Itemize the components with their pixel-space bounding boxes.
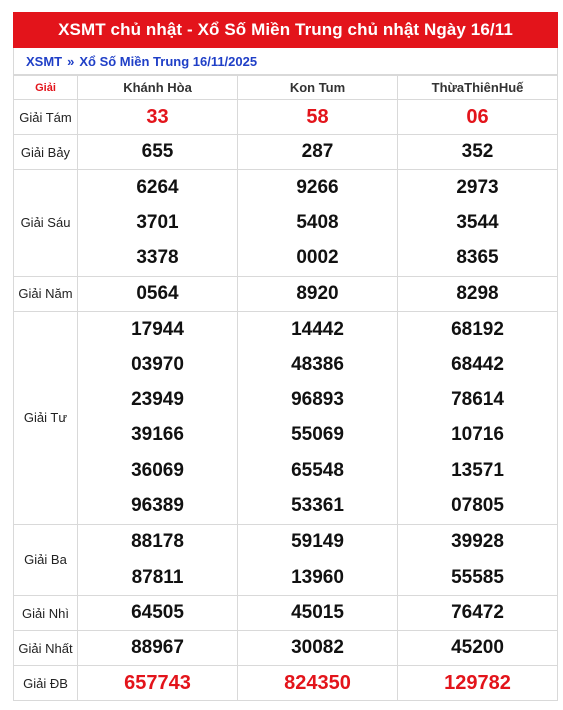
prize-number: 13571 (451, 459, 504, 481)
breadcrumb (13, 48, 558, 75)
prize-number: 3378 (136, 247, 179, 269)
province-header[interactable]: Kon Tum (238, 76, 398, 100)
prize-number: 96893 (291, 389, 344, 411)
prize-number: 0564 (78, 276, 238, 311)
prize-number-group (238, 170, 398, 277)
prize-label: Giải Nhất (14, 631, 78, 666)
prize-number-group (78, 524, 238, 596)
prize-label: Giải ĐB (14, 666, 78, 701)
prize-number: 33 (78, 100, 238, 135)
prize-number: 68192 (451, 318, 504, 340)
table-header-row (14, 76, 558, 100)
prize-label: Giải Sáu (14, 170, 78, 277)
page-title: XSMT chủ nhật - Xổ Số Miền Trung chủ nhật Ngày 16/11 (13, 12, 558, 48)
table-row (14, 135, 558, 170)
prize-number: 68442 (451, 353, 504, 375)
prize-number: 13960 (291, 566, 344, 588)
prize-number: 657743 (78, 666, 238, 701)
prize-number: 03970 (131, 353, 184, 375)
prize-number: 30082 (238, 631, 398, 666)
prize-number: 10716 (451, 424, 504, 446)
prize-number: 129782 (398, 666, 558, 701)
prize-number: 3544 (456, 211, 499, 233)
province-header[interactable]: Khánh Hòa (78, 76, 238, 100)
prize-number: 6264 (136, 176, 179, 198)
prize-number: 2973 (456, 176, 499, 198)
prize-number: 88178 (131, 531, 184, 553)
prize-number: 9266 (296, 176, 339, 198)
prize-number: 45200 (398, 631, 558, 666)
prize-number: 78614 (451, 389, 504, 411)
prize-number-group (238, 311, 398, 524)
prize-number: 36069 (131, 459, 184, 481)
table-row (14, 276, 558, 311)
prize-number: 352 (398, 135, 558, 170)
breadcrumb-separator: » (67, 53, 75, 69)
prize-number: 8365 (456, 247, 499, 269)
prize-number: 8920 (238, 276, 398, 311)
table-row (14, 631, 558, 666)
prize-column-header: Giải (14, 76, 78, 100)
prize-label: Giải Ba (14, 524, 78, 596)
prize-number: 48386 (291, 353, 344, 375)
prize-number-group (398, 524, 558, 596)
prize-number: 07805 (451, 495, 504, 517)
prize-number: 45015 (238, 596, 398, 631)
prize-number: 96389 (131, 495, 184, 517)
results-body (14, 100, 558, 701)
prize-number-group (78, 170, 238, 277)
prize-label: Giải Năm (14, 276, 78, 311)
table-row (14, 170, 558, 277)
prize-number: 06 (398, 100, 558, 135)
breadcrumb-current-link[interactable]: Xổ Số Miền Trung 16/11/2025 (79, 53, 258, 69)
prize-number: 287 (238, 135, 398, 170)
prize-number: 64505 (78, 596, 238, 631)
table-row (14, 596, 558, 631)
prize-number: 0002 (296, 247, 339, 269)
prize-number: 39166 (131, 424, 184, 446)
prize-number: 76472 (398, 596, 558, 631)
prize-number-group (78, 311, 238, 524)
prize-number: 87811 (131, 566, 184, 588)
prize-label: Giải Tám (14, 100, 78, 135)
prize-label: Giải Nhì (14, 596, 78, 631)
prize-number: 17944 (131, 318, 184, 340)
table-row (14, 100, 558, 135)
prize-label: Giải Tư (14, 311, 78, 524)
prize-number: 53361 (291, 495, 344, 517)
prize-number: 59149 (291, 531, 344, 553)
prize-number: 3701 (136, 211, 179, 233)
prize-number: 5408 (296, 211, 339, 233)
table-row (14, 524, 558, 596)
table-row (14, 311, 558, 524)
prize-number: 655 (78, 135, 238, 170)
prize-number: 65548 (291, 459, 344, 481)
province-header[interactable]: ThừaThiênHuế (398, 76, 558, 100)
results-table (13, 75, 558, 701)
prize-number: 88967 (78, 631, 238, 666)
table-row (14, 666, 558, 701)
prize-number: 14442 (291, 318, 344, 340)
breadcrumb-root-link[interactable]: XSMT (26, 53, 63, 69)
prize-number: 23949 (131, 389, 184, 411)
prize-number: 55585 (451, 566, 504, 588)
prize-number: 8298 (398, 276, 558, 311)
prize-number: 824350 (238, 666, 398, 701)
prize-number-group (398, 170, 558, 277)
prize-number: 55069 (291, 424, 344, 446)
prize-number-group (398, 311, 558, 524)
prize-number: 39928 (451, 531, 504, 553)
results-container (13, 12, 558, 701)
prize-number-group (238, 524, 398, 596)
prize-label: Giải Bảy (14, 135, 78, 170)
prize-number: 58 (238, 100, 398, 135)
